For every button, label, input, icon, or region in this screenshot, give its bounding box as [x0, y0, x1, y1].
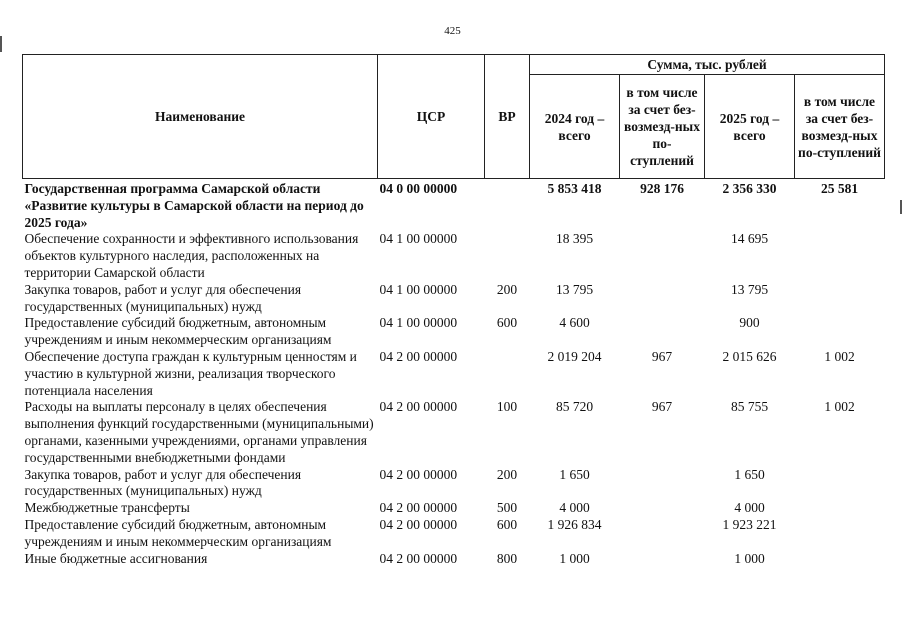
- row-csr: 04 2 00 00000: [379, 399, 458, 415]
- row-csr: 04 2 00 00000: [379, 348, 458, 364]
- table-row: [23, 349, 885, 399]
- row-2025-free: 1 002: [824, 348, 855, 364]
- row-csr: 04 1 00 00000: [379, 315, 458, 331]
- table-row: [23, 551, 885, 568]
- table-row: [23, 179, 885, 232]
- row-csr: 04 2 00 00000: [379, 466, 458, 482]
- row-2025-total: 13 795: [730, 281, 769, 297]
- row-2024-free: 967: [651, 399, 673, 415]
- row-2024-free: 928 176: [640, 181, 684, 196]
- table-body: [23, 179, 885, 568]
- row-2025-total: 1 000: [734, 550, 765, 566]
- row-2025-total: 4 000: [734, 500, 765, 516]
- header-2025-free: в том числе за счет без-возмезд-ных по-ступлений: [795, 75, 885, 179]
- row-2024-free: [620, 517, 705, 551]
- row-name: Закупка товаров, работ и услуг для обеспечения государственных (муниципальных) нужд: [24, 466, 302, 499]
- row-2025-free: [795, 467, 885, 501]
- row-2024-total: 2 019 204: [547, 348, 602, 364]
- row-name: Закупка товаров, работ и услуг для обеспечения государственных (муниципальных) нужд: [24, 281, 302, 314]
- row-2025-total: 2 356 330: [722, 181, 777, 196]
- row-vr: 500: [496, 500, 518, 516]
- row-2024-total: 13 795: [555, 281, 594, 297]
- row-name: Обеспечение сохранности и эффективного использования объектов культурного наследия, расположенных на территории Самарской области: [24, 231, 359, 280]
- row-vr: [485, 231, 530, 281]
- header-vr: ВР: [485, 55, 530, 179]
- table-row: [23, 231, 885, 281]
- budget-table: [22, 54, 885, 567]
- row-name: Государственная программа Самарской области «Развитие культуры в Самарской области на период до 2025 года»: [24, 181, 364, 230]
- row-2024-free: [620, 315, 705, 349]
- row-2025-total: 2 015 626: [722, 348, 777, 364]
- row-csr: 04 2 00 00000: [379, 516, 458, 532]
- row-2025-total: 1 650: [734, 466, 765, 482]
- row-name: Расходы на выплаты персоналу в целях обеспечения выполнения функций государственными (муниципальными) органами, казенными учреждениями, органами управления государственными внебюджетными фондами: [24, 399, 374, 465]
- row-vr: 100: [496, 399, 518, 415]
- row-2024-total: 1 650: [559, 466, 590, 482]
- scan-mark: [900, 200, 902, 214]
- row-2024-total: 4 000: [559, 500, 590, 516]
- header-sum-group: Сумма, тыс. рублей: [530, 55, 885, 75]
- table-row: [23, 517, 885, 551]
- table-row: [23, 282, 885, 316]
- row-2024-free: [620, 231, 705, 281]
- header-2024-total: 2024 год – всего: [530, 75, 620, 179]
- row-2025-total: 900: [739, 315, 760, 331]
- row-2024-free: [620, 500, 705, 517]
- row-name: Предоставление субсидий бюджетным, автономным учреждениям и иным некоммерческим организациям: [24, 516, 332, 549]
- row-vr: 200: [496, 466, 518, 482]
- row-2024-free: [620, 467, 705, 501]
- row-2025-free: [795, 517, 885, 551]
- row-2025-free: [795, 551, 885, 568]
- row-2025-free: [795, 231, 885, 281]
- row-csr: 04 1 00 00000: [379, 231, 458, 247]
- header-2024-free: в том числе за счет без-возмезд-ных по-ступлений: [620, 75, 705, 179]
- row-csr: 04 2 00 00000: [379, 550, 458, 566]
- row-vr: [485, 349, 530, 399]
- row-vr: [485, 179, 530, 232]
- row-2025-free: [795, 500, 885, 517]
- row-2025-free: [795, 315, 885, 349]
- row-csr: 04 0 00 00000: [379, 181, 458, 196]
- row-2024-total: 5 853 418: [547, 181, 602, 196]
- table-row: [23, 399, 885, 466]
- table-row: [23, 467, 885, 501]
- row-2024-total: 1 926 834: [547, 516, 602, 532]
- row-csr: 04 1 00 00000: [379, 281, 458, 297]
- row-name: Обеспечение доступа граждан к культурным ценностям и участию в культурной жизни, реализация творческого потенциала населения: [24, 348, 357, 398]
- header-name: Наименование: [23, 55, 378, 179]
- row-2024-total: 1 000: [559, 550, 590, 566]
- page-number: 425: [444, 25, 461, 37]
- row-2025-free: [795, 282, 885, 316]
- row-2025-total: 85 755: [730, 399, 769, 415]
- row-csr: 04 2 00 00000: [379, 500, 458, 516]
- row-vr: 200: [496, 281, 518, 297]
- row-name: Межбюджетные трансферты: [24, 500, 190, 516]
- row-2024-total: 4 600: [559, 315, 590, 331]
- row-vr: 600: [496, 516, 518, 532]
- row-2024-free: 967: [651, 348, 673, 364]
- row-vr: 800: [496, 550, 518, 566]
- row-2024-total: 18 395: [555, 231, 594, 247]
- row-2024-free: [620, 282, 705, 316]
- header-csr: ЦСР: [378, 55, 485, 179]
- table-header: [23, 55, 885, 179]
- row-2025-total: 14 695: [730, 231, 769, 247]
- row-2025-total: 1 923 221: [722, 516, 777, 532]
- row-2025-free: 1 002: [824, 399, 855, 415]
- row-2025-free: 25 581: [820, 181, 859, 196]
- table-row: [23, 315, 885, 349]
- table-row: [23, 500, 885, 517]
- row-2024-total: 85 720: [555, 399, 594, 415]
- row-name: Иные бюджетные ассигнования: [24, 550, 208, 566]
- header-2025-total: 2025 год – всего: [705, 75, 795, 179]
- row-name: Предоставление субсидий бюджетным, автономным учреждениям и иным некоммерческим организациям: [24, 315, 332, 348]
- row-2024-free: [620, 551, 705, 568]
- scan-mark: [0, 36, 2, 52]
- row-vr: 600: [496, 315, 518, 331]
